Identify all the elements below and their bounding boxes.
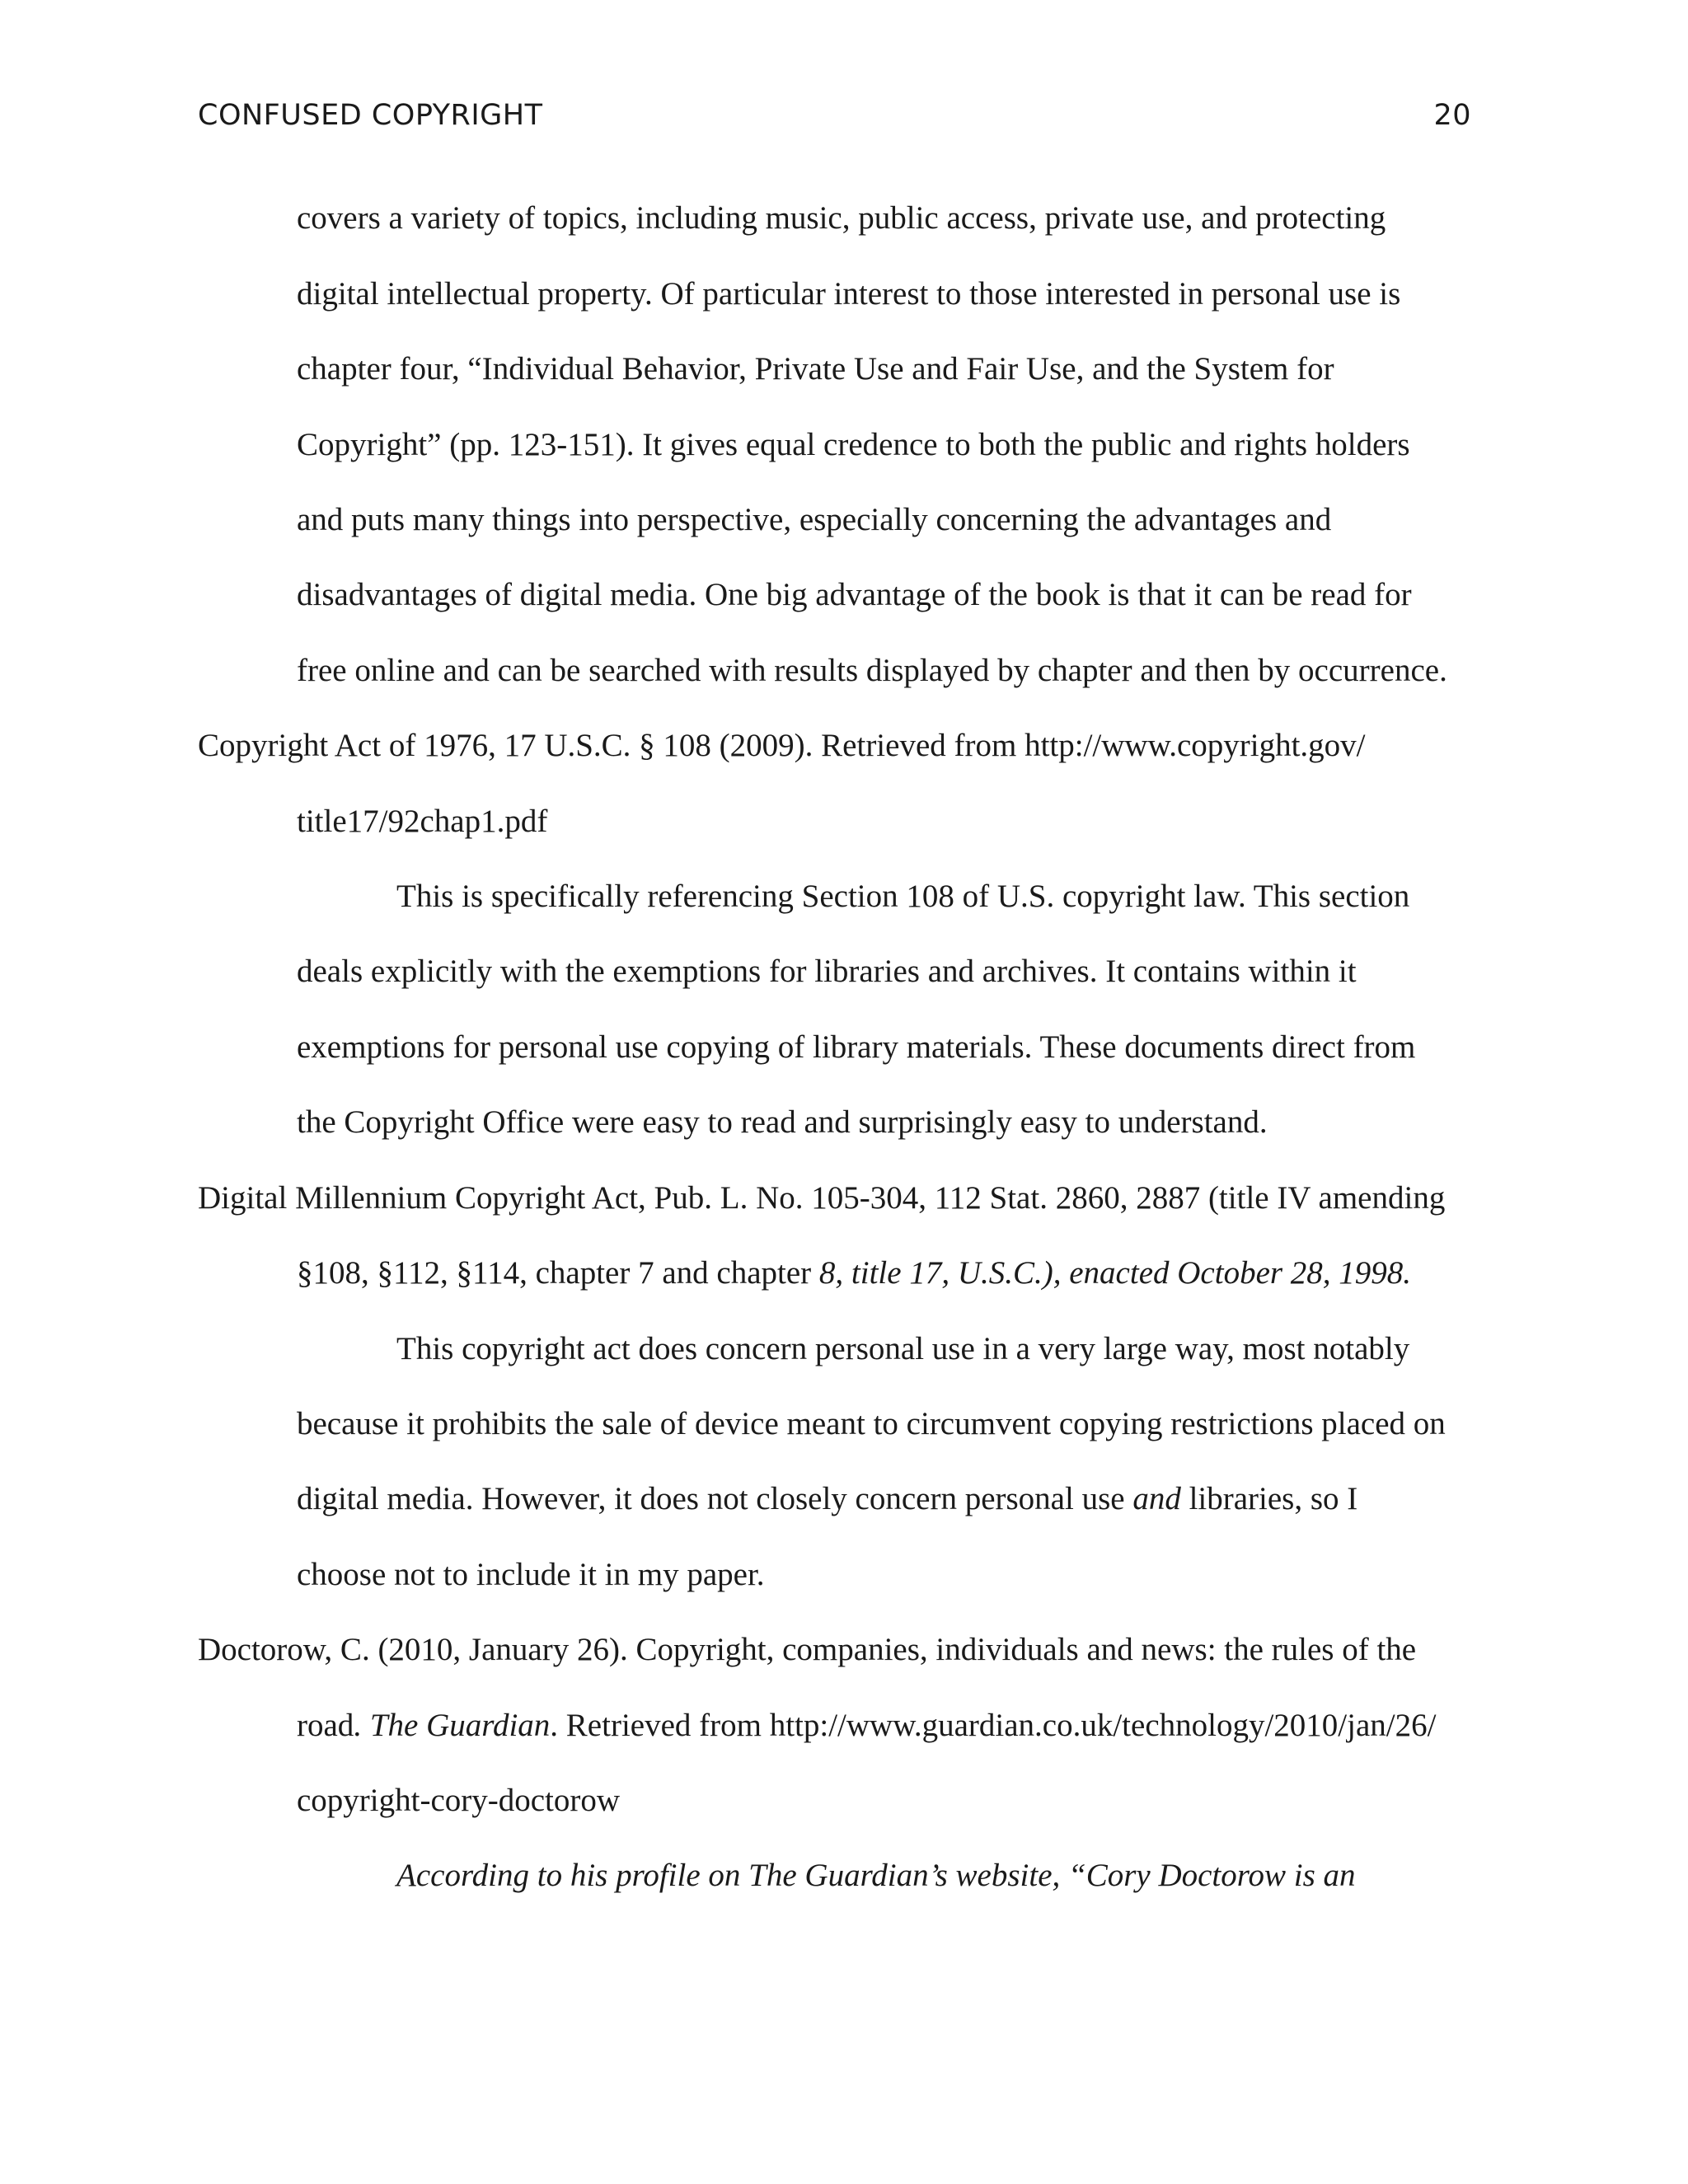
reference-text: . Retrieved from http://www.guardian.co.uk/technology/2010/jan/26/ [550, 1708, 1437, 1743]
source-title: The Guardian [369, 1708, 551, 1743]
annotation-line: the Copyright Office were easy to read and surprisingly easy to understand. [297, 1104, 1268, 1140]
reference-entry: Copyright Act of 1976, 17 U.S.C. § 108 (2009). Retrieved from http://www.copyright.gov/ [198, 728, 1366, 763]
body-line: chapter four, “Individual Behavior, Private Use and Fair Use, and the System for [297, 351, 1334, 387]
body-line: Copyright” (pp. 123-151). It gives equal credence to both the public and rights holders [297, 427, 1410, 462]
reference-entry: Digital Millennium Copyright Act, Pub. L. No. 105-304, 112 Stat. 2860, 2887 (title IV amending [198, 1180, 1446, 1216]
annotation-line: choose not to include it in my paper. [297, 1557, 765, 1592]
reference-entry-continued [297, 1254, 1411, 1293]
reference-entry-continued: title17/92chap1.pdf [297, 804, 548, 839]
annotation-line: because it prohibits the sale of device meant to circumvent copying restrictions placed on [297, 1406, 1446, 1441]
annotation-text: digital media. However, it does not closely concern personal use [297, 1481, 1133, 1516]
annotation-text: libraries, so I [1180, 1481, 1358, 1516]
reference-italic-text: 8, title 17, U.S.C.), enacted October 28, 1998. [818, 1255, 1412, 1291]
reference-entry: Doctorow, C. (2010, January 26). Copyright, companies, individuals and news: the rules of the [198, 1632, 1417, 1667]
running-head: CONFUSED COPYRIGHT [198, 99, 543, 132]
reference-entry-continued [297, 1706, 1436, 1746]
body-line: digital intellectual property. Of particular interest to those interested in personal use is [297, 276, 1401, 312]
annotation-line: This is specifically referencing Section 108 of U.S. copyright law. This section [396, 879, 1410, 914]
emphasis-text: and [1132, 1481, 1181, 1516]
reference-text: road [297, 1708, 354, 1743]
body-line: covers a variety of topics, including music, public access, private use, and protecting [297, 200, 1386, 236]
page-number: 20 [1433, 99, 1471, 132]
reference-text: §108, §112, §114, chapter 7 and chapter [297, 1255, 819, 1291]
annotation-line: According to his profile on The Guardian’s website, “Cory Doctorow is an [396, 1858, 1356, 1893]
body-line: and puts many things into perspective, especially concerning the advantages and [297, 502, 1332, 537]
body-line: disadvantages of digital media. One big advantage of the book is that it can be read for [297, 577, 1412, 612]
body-line: free online and can be searched with results displayed by chapter and then by occurrence. [297, 653, 1447, 688]
annotation-line [297, 1479, 1357, 1519]
annotation-line: deals explicitly with the exemptions for libraries and archives. It contains within it [297, 954, 1357, 989]
annotation-line: exemptions for personal use copying of library materials. These documents direct from [297, 1029, 1416, 1065]
reference-entry-continued: copyright-cory-doctorow [297, 1783, 621, 1818]
page-header [198, 99, 1471, 142]
annotation-line: This copyright act does concern personal use in a very large way, most notably [396, 1331, 1410, 1366]
reference-italic-text: . [354, 1708, 363, 1743]
